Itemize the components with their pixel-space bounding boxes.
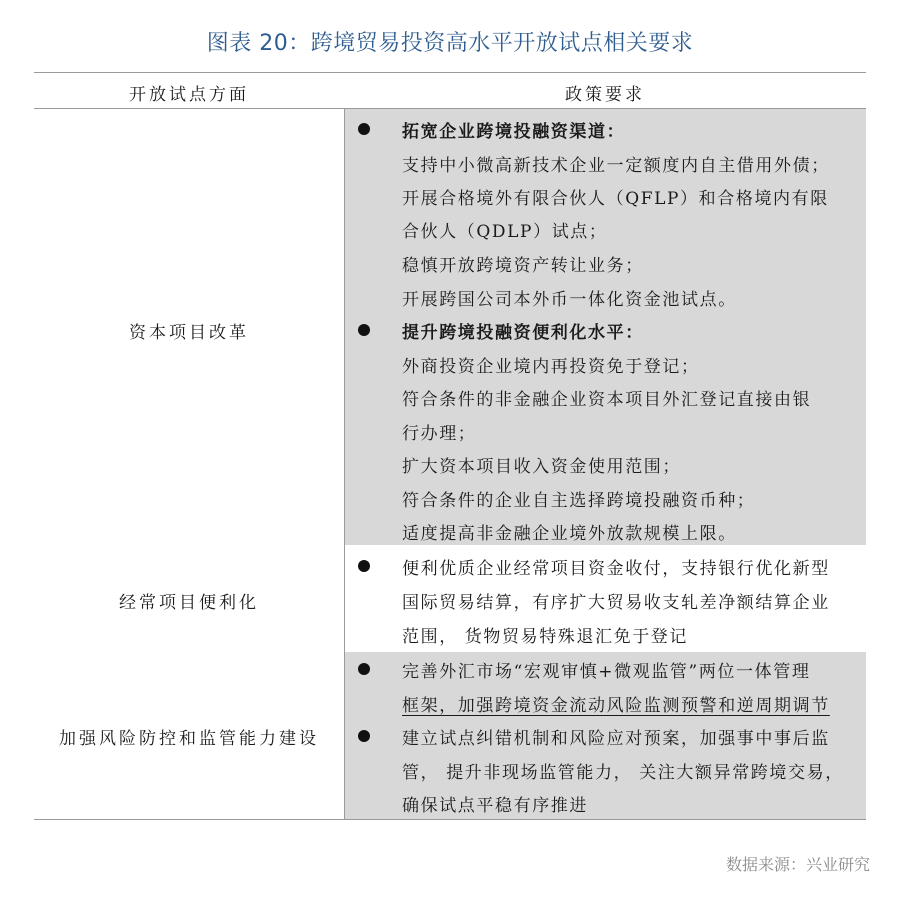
header-aspect: 开放试点方面: [129, 85, 249, 105]
table-bottom-rule: [34, 819, 866, 820]
column-divider: [344, 109, 345, 820]
section-line: 开展合格境外有限合伙人（QFLP）和合格境内有限: [402, 189, 829, 209]
section-line: 开展跨国公司本外币一体化资金池试点。: [402, 290, 737, 310]
section-line: 框架，加强跨境资金流动风险监测预警和逆周期调节: [402, 696, 830, 716]
section-line: 提升跨境投融资便利化水平：: [402, 323, 644, 343]
section-line: 拓宽企业跨境投融资渠道：: [402, 122, 626, 142]
bullet-icon: [358, 123, 370, 135]
bullet-icon: [358, 324, 370, 336]
section-line: 确保试点平稳有序推进: [402, 796, 588, 816]
section-line: 行办理；: [402, 424, 477, 444]
section-line: 合伙人（QDLP）试点；: [402, 222, 608, 242]
section-line: 扩大资本项目收入资金使用范围；: [402, 457, 681, 477]
header-requirements: 政策要求: [565, 85, 645, 105]
section-label-risk-control: 加强风险防控和监管能力建设: [59, 729, 319, 749]
policy-table: [34, 72, 866, 820]
section-line: 外商投资企业境内再投资免于登记；: [402, 357, 700, 377]
bullet-icon: [358, 730, 370, 742]
chart-title: 图表 20：跨境贸易投资高水平开放试点相关要求: [206, 31, 694, 56]
section-line: 管， 提升非现场监管能力， 关注大额异常跨境交易，: [402, 763, 844, 783]
section-line: 符合条件的非金融企业资本项目外汇登记直接由银: [402, 390, 812, 410]
section-line: 完善外汇市场“宏观审慎+微观监管”两位一体管理: [402, 662, 811, 682]
section-line: 稳慎开放跨境资产转让业务；: [402, 256, 644, 276]
section-label-current-account: 经常项目便利化: [119, 593, 259, 613]
section-line: 适度提高非金融企业境外放款规模上限。: [402, 524, 737, 544]
section-line: 国际贸易结算，有序扩大贸易收支轧差净额结算企业: [402, 593, 830, 613]
section-line: 范围， 货物贸易特殊退汇免于登记: [402, 627, 689, 647]
section-line: 便利优质企业经常项目资金收付，支持银行优化新型: [402, 559, 830, 579]
section-line: 支持中小微高新技术企业一定额度内自主借用外债；: [402, 156, 830, 176]
data-source: 数据来源：兴业研究: [725, 855, 870, 874]
table-top-rule: [34, 72, 866, 73]
section-label-capital: 资本项目改革: [129, 323, 249, 343]
section-line: 建立试点纠错机制和风险应对预案，加强事中事后监: [402, 729, 830, 749]
bullet-icon: [358, 663, 370, 675]
section-line: 符合条件的企业自主选择跨境投融资币种；: [402, 491, 756, 511]
bullet-icon: [358, 560, 370, 572]
